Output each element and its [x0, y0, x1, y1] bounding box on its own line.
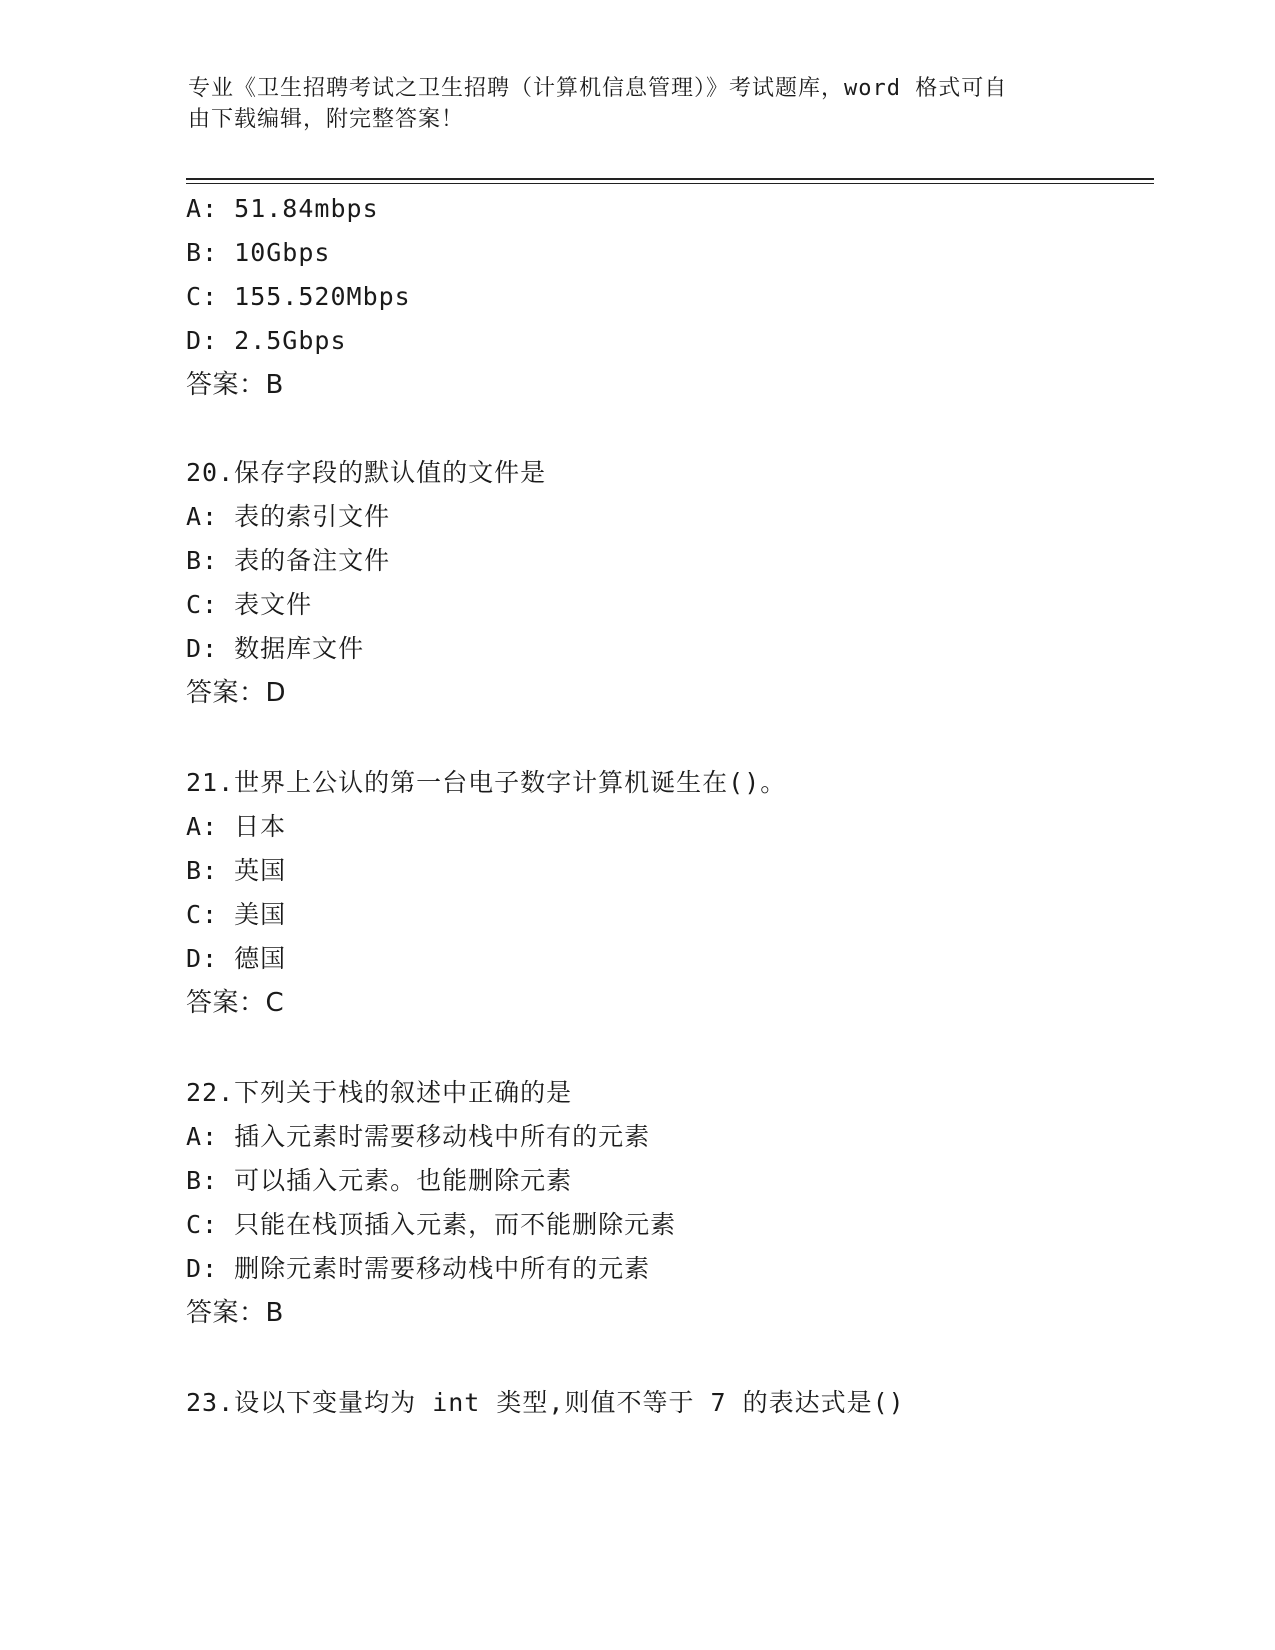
- option-a: A: 51.84mbps: [186, 194, 379, 223]
- header-divider: [186, 178, 1154, 184]
- question-text: 23.设以下变量均为 int 类型,则值不等于 7 的表达式是(): [186, 1388, 905, 1417]
- option-b: B: 表的备注文件: [186, 546, 391, 575]
- option-d: D: 德国: [186, 944, 287, 973]
- header-line-2: 由下载编辑，附完整答案！: [188, 107, 465, 132]
- option-d: D: 2.5Gbps: [186, 326, 347, 355]
- answer-label: 答案：C: [186, 988, 285, 1018]
- option-a: A: 表的索引文件: [186, 502, 391, 531]
- answer-label: 答案：B: [186, 1298, 284, 1328]
- answer-label: 答案：D: [186, 678, 287, 708]
- question-text: 20.保存字段的默认值的文件是: [186, 458, 547, 487]
- header-line-1: 专业《卫生招聘考试之卫生招聘（计算机信息管理）》考试题库，word 格式可自: [188, 76, 1008, 101]
- question-text: 21.世界上公认的第一台电子数字计算机诞生在()。: [186, 768, 787, 797]
- option-b: B: 可以插入元素。也能删除元素: [186, 1166, 573, 1195]
- option-c: C: 表文件: [186, 590, 313, 619]
- document-header: [188, 73, 1068, 135]
- question-text: 22.下列关于栈的叙述中正确的是: [186, 1078, 573, 1107]
- option-c: C: 美国: [186, 900, 287, 929]
- option-a: A: 日本: [186, 812, 287, 841]
- option-c: C: 只能在栈顶插入元素，而不能删除元素: [186, 1210, 677, 1239]
- option-b: B: 英国: [186, 856, 287, 885]
- option-a: A: 插入元素时需要移动栈中所有的元素: [186, 1122, 651, 1151]
- option-d: D: 删除元素时需要移动栈中所有的元素: [186, 1254, 651, 1283]
- option-b: B: 10Gbps: [186, 238, 331, 267]
- answer-label: 答案：B: [186, 370, 284, 400]
- option-c: C: 155.520Mbps: [186, 282, 411, 311]
- option-d: D: 数据库文件: [186, 634, 365, 663]
